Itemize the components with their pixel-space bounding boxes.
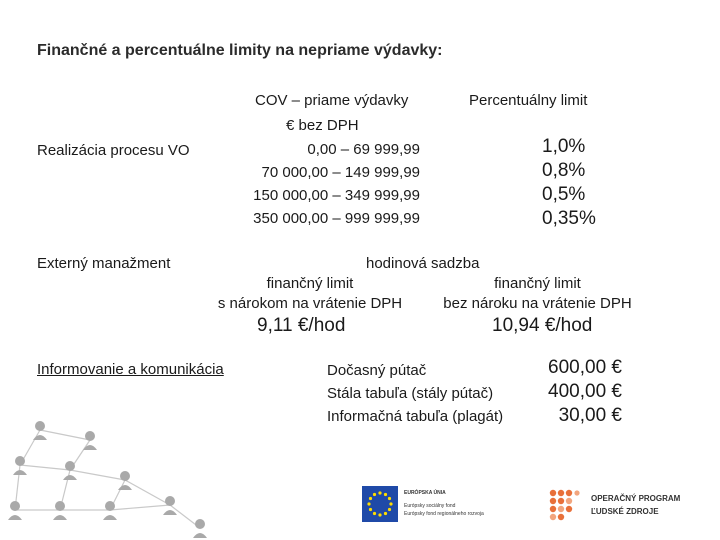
mgmt-col1-l2: s nárokom na vrátenie DPH (217, 295, 403, 312)
vo-limit-3: 0,5% (542, 184, 586, 205)
mgmt-col2-l1: finančný limit (494, 275, 581, 292)
vo-limit-2: 0,8% (542, 160, 586, 181)
op-label-1: OPERAČNÝ PROGRAM (591, 494, 681, 503)
info-label: Informovanie a komunikácia (37, 361, 224, 378)
vo-range-4: 350 000,00 – 999 999,99 (253, 210, 420, 227)
eu-label-2: Európsky sociálny fond (404, 503, 456, 509)
page-title: Finančné a percentuálne limity na nepriame výdavky: (37, 42, 443, 59)
mgmt-col2-l2: bez nároku na vrátenie DPH (443, 295, 632, 312)
vo-range-1: 0,00 – 69 999,99 (307, 141, 420, 158)
eu-label-3: Európsky fond regionálneho rozvoja (404, 511, 484, 517)
vo-label: Realizácia procesu VO (37, 142, 190, 159)
people-network-graphic (0, 410, 280, 540)
mgmt-col1-l1: finančný limit (266, 275, 354, 292)
vo-col2-header: Percentuálny limit (469, 92, 588, 109)
info-item-3-value: 30,00 € (558, 405, 622, 426)
info-item-2-name: Stála tabuľa (stály pútač) (327, 385, 494, 402)
mgmt-val1: 9,11 €/hod (257, 315, 346, 336)
eu-label-1: EURÓPSKA ÚNIA (404, 490, 446, 496)
mgmt-label: Externý manažment (37, 255, 171, 272)
vo-col1-sub: € bez DPH (286, 117, 359, 134)
info-item-1-name: Dočasný pútač (327, 362, 427, 379)
vo-limit-4: 0,35% (542, 208, 596, 229)
mgmt-header: hodinová sadzba (366, 255, 480, 272)
eu-flag-icon (362, 486, 398, 522)
vo-limit-1: 1,0% (542, 136, 586, 157)
info-item-3-name: Informačná tabuľa (plagát) (327, 408, 504, 425)
op-lz-logo-icon (548, 488, 580, 522)
vo-range-3: 150 000,00 – 349 999,99 (253, 187, 420, 204)
mgmt-val2: 10,94 €/hod (492, 315, 593, 336)
vo-col1-header: COV – priame výdavky (255, 92, 409, 109)
vo-range-2: 70 000,00 – 149 999,99 (261, 164, 420, 181)
info-item-1-value: 600,00 € (548, 357, 622, 378)
info-item-2-value: 400,00 € (548, 381, 622, 402)
op-label-2: ĽUDSKÉ ZDROJE (591, 507, 659, 516)
